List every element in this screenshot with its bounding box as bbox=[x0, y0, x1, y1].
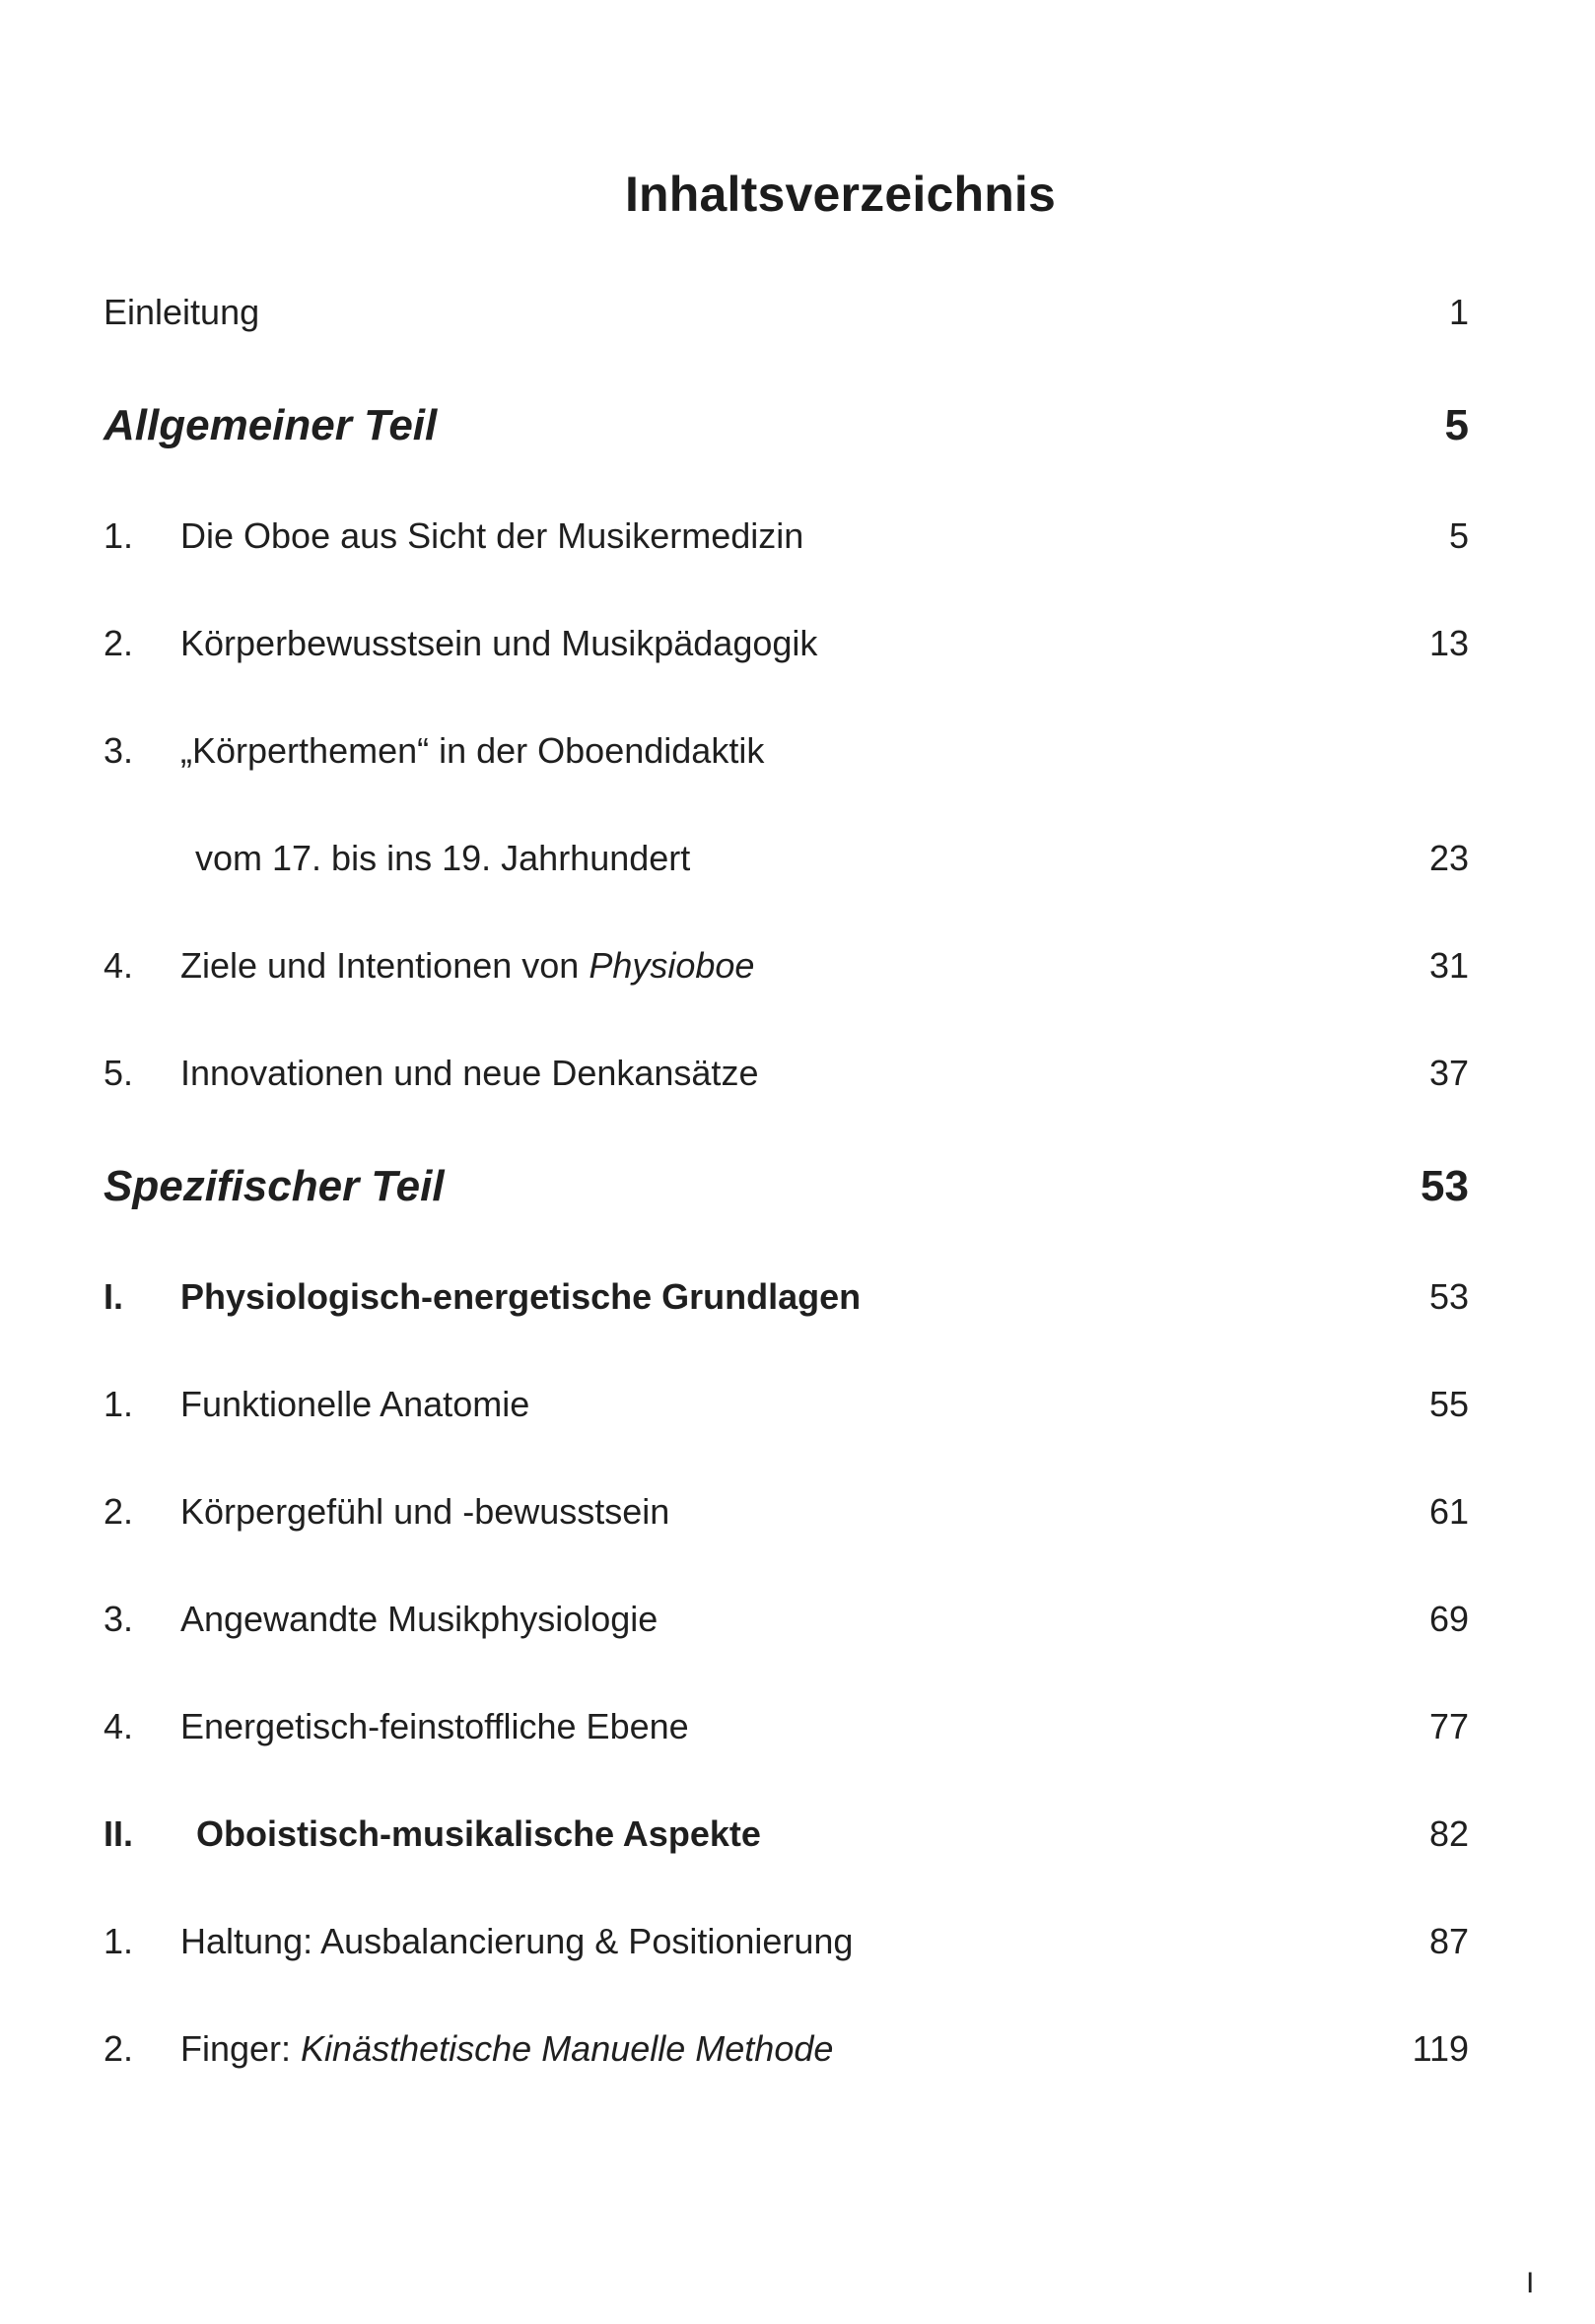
toc-entry-number: 3. bbox=[104, 1599, 134, 1639]
toc-section-number: I. bbox=[104, 1276, 124, 1317]
toc-section-text: Oboistisch-musikalische Aspekte bbox=[196, 1813, 761, 1854]
toc-entry-text: Einleitung bbox=[104, 292, 260, 332]
toc-entry-text: Funktionelle Anatomie bbox=[180, 1384, 530, 1424]
toc-entry-page: 1 bbox=[1448, 292, 1469, 332]
toc-entry[interactable] bbox=[104, 1375, 1469, 1434]
toc-entry-number: 2. bbox=[104, 1491, 134, 1532]
toc-entry-page: 13 bbox=[1428, 623, 1469, 663]
toc-entry-number: 2. bbox=[104, 623, 134, 663]
toc-entry-page: 77 bbox=[1428, 1706, 1469, 1746]
toc-entry[interactable] bbox=[104, 507, 1469, 566]
toc-entry-text-italic: Kinästhetische Manuelle Methode bbox=[301, 2028, 834, 2069]
toc-entry-text: „Körperthemen“ in der Oboendidaktik bbox=[180, 730, 765, 771]
toc-entry[interactable] bbox=[104, 936, 1469, 995]
toc-entry-continuation[interactable] bbox=[104, 829, 1469, 888]
toc-entry-number: 3. bbox=[104, 730, 134, 771]
toc-entry-text-italic: Physioboe bbox=[589, 945, 755, 986]
toc-entry-page: 5 bbox=[1448, 515, 1469, 556]
toc-entry-number: 1. bbox=[104, 515, 134, 556]
page-number: I bbox=[1526, 2267, 1535, 2299]
toc-entry[interactable] bbox=[104, 614, 1469, 673]
toc-section-page: 53 bbox=[1428, 1276, 1469, 1317]
toc-entry-text: Energetisch-feinstoffliche Ebene bbox=[180, 1706, 689, 1746]
toc-entry-text: Haltung: Ausbalancierung & Positionierung bbox=[180, 1921, 854, 1961]
toc-entry-text-plain: Ziele und Intentionen von bbox=[180, 945, 589, 986]
toc-entry-page: 87 bbox=[1428, 1921, 1469, 1961]
toc-section-one[interactable] bbox=[104, 1267, 1469, 1327]
toc-entry-number: 5. bbox=[104, 1053, 134, 1093]
toc-part-page: 5 bbox=[1444, 401, 1469, 449]
toc-entry-page: 37 bbox=[1428, 1053, 1469, 1093]
toc-entry[interactable] bbox=[104, 1590, 1469, 1649]
toc-entry-number: 2. bbox=[104, 2028, 134, 2069]
toc-entry-number: 4. bbox=[104, 1706, 134, 1746]
toc-entry-number: 4. bbox=[104, 945, 134, 986]
toc-entry-number: 1. bbox=[104, 1921, 134, 1961]
toc-entry-page: 23 bbox=[1428, 838, 1469, 878]
toc-entry[interactable] bbox=[104, 1482, 1469, 1541]
toc-entry[interactable] bbox=[104, 721, 1469, 781]
toc-entry-text: Körpergefühl und -bewusstsein bbox=[180, 1491, 670, 1532]
toc-part-general[interactable] bbox=[104, 396, 1469, 455]
toc-entry[interactable] bbox=[104, 2019, 1469, 2079]
toc-entry-einleitung[interactable] bbox=[104, 283, 1469, 342]
toc-entry-text: Innovationen und neue Denkansätze bbox=[180, 1053, 759, 1093]
toc-entry-page: 69 bbox=[1428, 1599, 1469, 1639]
page-title: Inhaltsverzeichnis bbox=[624, 167, 1057, 222]
toc-part-page: 53 bbox=[1421, 1162, 1469, 1210]
toc-entry-text: vom 17. bis ins 19. Jahrhundert bbox=[195, 838, 691, 878]
toc-part-title: Allgemeiner Teil bbox=[104, 401, 438, 449]
toc-entry[interactable] bbox=[104, 1697, 1469, 1756]
toc-entry-text: Körperbewusstsein und Musikpädagogik bbox=[180, 623, 818, 663]
toc-entry-text: Die Oboe aus Sicht der Musikermedizin bbox=[180, 515, 804, 556]
toc-entry-page: 55 bbox=[1428, 1384, 1469, 1424]
toc-entry-text bbox=[180, 2028, 1390, 2070]
toc-section-page: 82 bbox=[1428, 1813, 1469, 1854]
toc-entry-number: 1. bbox=[104, 1384, 134, 1424]
toc-section-number: II. bbox=[104, 1813, 134, 1854]
toc-entry[interactable] bbox=[104, 1044, 1469, 1103]
toc-part-specific[interactable] bbox=[104, 1157, 1469, 1216]
toc-entry-text: Angewandte Musikphysiologie bbox=[180, 1599, 659, 1639]
toc-entry-text bbox=[180, 945, 1390, 987]
toc-entry[interactable] bbox=[104, 1912, 1469, 1971]
toc-section-text: Physiologisch-energetische Grundlagen bbox=[180, 1276, 862, 1317]
toc-section-two[interactable] bbox=[104, 1805, 1469, 1864]
toc-part-title: Spezifischer Teil bbox=[104, 1162, 445, 1210]
toc-entry-text-plain: Finger: bbox=[180, 2028, 302, 2069]
toc-entry-page: 61 bbox=[1428, 1491, 1469, 1532]
toc-entry-page: 119 bbox=[1412, 2028, 1469, 2069]
toc-entry-page: 31 bbox=[1428, 945, 1469, 986]
